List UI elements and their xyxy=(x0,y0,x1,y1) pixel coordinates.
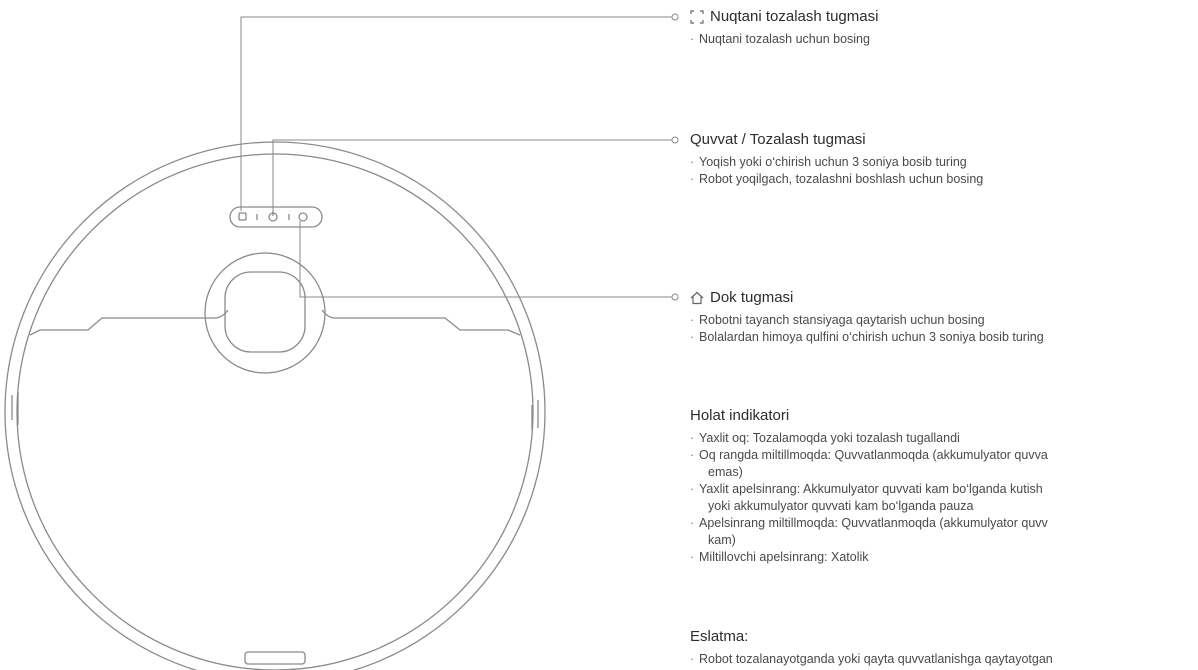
note-item: · Robot tozalanayotganda yoki qayta quvvatlanishga qaytayotgan xyxy=(690,651,1053,668)
power-item: · Yoqish yoki o‘chirish uchun 3 soniya bosib turing xyxy=(690,154,983,171)
status-item: · Miltillovchi apelsinrang: Xatolik xyxy=(690,549,1048,566)
status-item-continued: kam) xyxy=(708,533,736,547)
status-item-continued: yoki akkumulyator quvvati kam bo‘lganda pauza xyxy=(708,499,974,513)
dock-item: · Robotni tayanch stansiyaga qaytarish uchun bosing xyxy=(690,312,1044,329)
power-item: · Robot yoqilgach, tozalashni boshlash uchun bosing xyxy=(690,171,983,188)
status-item: · Yaxlit oq: Tozalamoqda yoki tozalash tugallandi xyxy=(690,430,1048,447)
dock-title: Dok tugmasi xyxy=(690,289,1044,306)
robot-inner-rim xyxy=(17,154,533,670)
cover-seam xyxy=(30,310,520,335)
spot-clean-icon xyxy=(239,213,246,220)
spot-clean-icon xyxy=(690,10,704,24)
leader-line-spot xyxy=(241,17,672,211)
status-item: · Oq rangda miltillmoqda: Quvvatlanmoqda (akkumulyator quvva xyxy=(690,447,1048,464)
leader-line-dock xyxy=(300,221,672,297)
button-panel xyxy=(230,207,322,227)
status-title: Holat indikatori xyxy=(690,407,790,424)
status-section xyxy=(690,407,1048,566)
status-item: · Apelsinrang miltillmoqda: Quvvatlanmoqda (akkumulyator quvv xyxy=(690,515,1048,532)
home-button-icon xyxy=(299,213,307,221)
spot-clean-item: · Nuqtani tozalash uchun bosing xyxy=(690,31,878,48)
home-icon xyxy=(690,291,704,305)
leader-dot-spot xyxy=(672,14,678,20)
leader-dot-dock xyxy=(672,294,678,300)
spot-clean-title: Nuqtani tozalash tugmasi xyxy=(690,8,878,25)
robot-outer-rim xyxy=(5,142,545,670)
dock-item: · Bolalardan himoya qulfini o‘chirish uchun 3 soniya bosib turing xyxy=(690,329,1044,346)
power-title: Quvvat / Tozalash tugmasi xyxy=(690,131,866,148)
spot-clean-section xyxy=(690,8,878,48)
note-section xyxy=(690,628,1053,668)
bottom-tab xyxy=(245,652,305,664)
power-section xyxy=(690,131,983,188)
leader-line-power xyxy=(273,140,672,211)
status-item-continued: emas) xyxy=(708,465,743,479)
leader-dot-power xyxy=(672,137,678,143)
lidar-outer xyxy=(205,253,325,373)
note-title: Eslatma: xyxy=(690,628,749,645)
lidar-inner xyxy=(225,272,305,352)
dock-section xyxy=(690,289,1044,346)
status-item: · Yaxlit apelsinrang: Akkumulyator quvvati kam bo‘lganda kutish xyxy=(690,481,1048,498)
